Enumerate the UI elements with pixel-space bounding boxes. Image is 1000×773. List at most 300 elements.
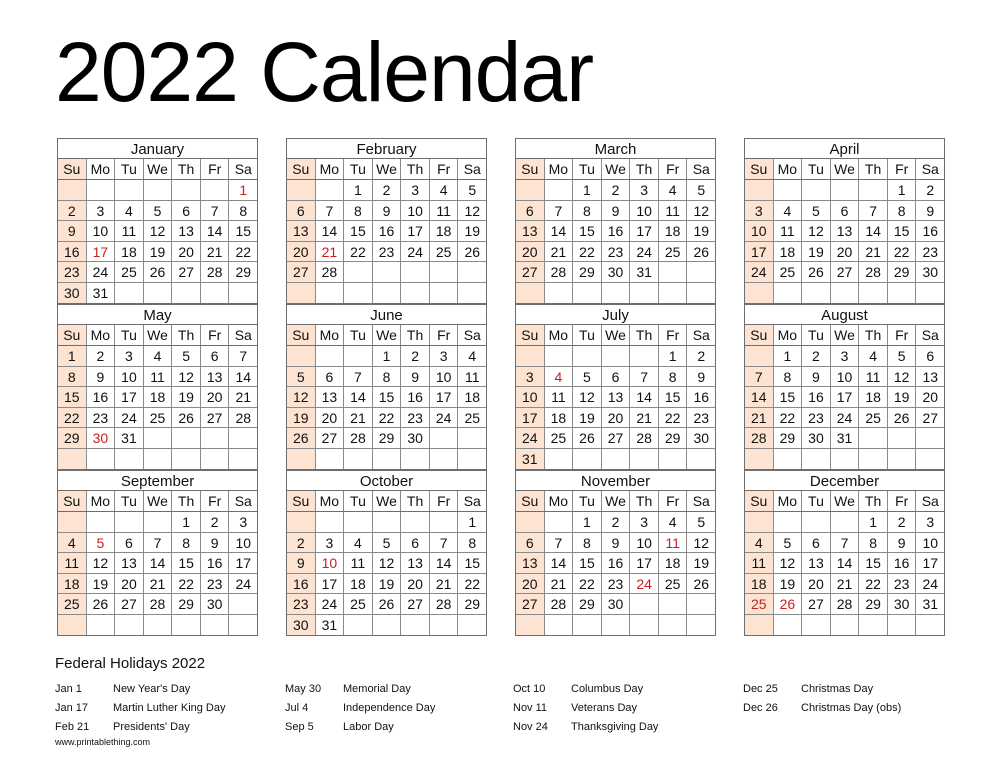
day-cell: 29 — [235, 264, 252, 280]
holiday-row — [513, 680, 658, 699]
day-cell: 5 — [697, 182, 706, 198]
day-cell: 11 — [464, 368, 480, 385]
day-cell: 28 — [630, 428, 659, 448]
day-cell — [630, 283, 659, 304]
day-cell: 25 — [659, 242, 688, 262]
day-cell — [458, 615, 486, 636]
day-cell: 25 — [659, 574, 688, 594]
weekday-label: Sa — [463, 161, 481, 177]
day-cell: 15 — [172, 553, 201, 573]
day-cell — [774, 283, 803, 304]
day-cell: 11 — [659, 533, 688, 553]
week-row — [745, 553, 944, 574]
holiday-name: Labor Day — [343, 721, 394, 733]
day-cell — [401, 615, 430, 636]
day-cell: 8 — [888, 201, 917, 221]
weekday-label: Mo — [774, 325, 803, 345]
day-cell: 10 — [516, 387, 545, 407]
day-cell — [58, 512, 87, 532]
day-cell: 1 — [774, 346, 803, 366]
day-cell: 18 — [58, 574, 87, 594]
day-cell: 2 — [697, 348, 706, 364]
day-cell — [144, 449, 173, 470]
week-row — [287, 201, 486, 222]
weekday-label: Tu — [115, 325, 144, 345]
day-cell: 5 — [888, 346, 917, 366]
day-cell: 10 — [115, 367, 144, 387]
week-row — [745, 387, 944, 408]
week-row — [58, 242, 257, 263]
week-row — [58, 346, 257, 367]
day-cell — [802, 512, 831, 532]
week-row — [287, 428, 486, 449]
day-cell: 15 — [859, 553, 888, 573]
week-row — [745, 201, 944, 222]
weekday-label: Su — [745, 491, 774, 511]
day-cell: 11 — [344, 553, 373, 573]
week-row — [745, 594, 944, 615]
day-cell: 15 — [373, 387, 402, 407]
month-name: February — [287, 139, 486, 159]
day-cell: 17 — [630, 553, 659, 573]
day-cell: 4 — [144, 346, 173, 366]
day-cell: 30 — [87, 428, 116, 448]
day-cell: 3 — [516, 367, 545, 387]
week-row — [287, 262, 486, 283]
weekday-label: Th — [630, 325, 659, 345]
day-cell — [229, 428, 257, 448]
day-cell: 24 — [115, 408, 144, 428]
day-cell: 19 — [87, 574, 116, 594]
weekday-label: Fr — [888, 159, 917, 179]
week-row — [287, 387, 486, 408]
weekday-label: Mo — [545, 491, 574, 511]
day-cell: 16 — [287, 574, 316, 594]
day-cell: 12 — [172, 367, 201, 387]
day-cell: 6 — [172, 201, 201, 221]
week-row — [516, 387, 715, 408]
day-cell: 9 — [58, 221, 87, 241]
day-cell: 16 — [401, 387, 430, 407]
weekday-label: Su — [287, 325, 316, 345]
day-cell: 17 — [430, 387, 459, 407]
day-cell — [458, 449, 486, 470]
weekday-label: Fr — [888, 491, 917, 511]
week-row — [516, 553, 715, 574]
day-cell — [516, 180, 545, 200]
weekday-label: Su — [58, 325, 87, 345]
week-row — [58, 408, 257, 429]
day-cell: 13 — [831, 221, 860, 241]
day-cell — [87, 512, 116, 532]
day-cell: 4 — [859, 346, 888, 366]
week-row — [58, 180, 257, 201]
day-cell — [373, 283, 402, 304]
day-cell: 3 — [630, 512, 659, 532]
weekday-label: Su — [287, 491, 316, 511]
day-cell — [430, 262, 459, 282]
day-cell: 7 — [831, 533, 860, 553]
week-row — [58, 387, 257, 408]
day-cell: 13 — [201, 367, 230, 387]
day-cell: 27 — [602, 428, 631, 448]
week-row — [516, 346, 715, 367]
day-cell: 3 — [630, 180, 659, 200]
weekday-label: Th — [630, 491, 659, 511]
day-cell: 19 — [693, 555, 710, 571]
holiday-date: Nov 24 — [513, 721, 548, 733]
day-cell: 28 — [545, 594, 574, 614]
day-cell: 18 — [774, 242, 803, 262]
day-cell: 24 — [831, 408, 860, 428]
holiday-date: Jan 17 — [55, 702, 89, 714]
weekday-label: We — [831, 491, 860, 511]
day-cell — [774, 512, 803, 532]
day-cell: 22 — [573, 242, 602, 262]
day-cell: 25 — [430, 242, 459, 262]
weekday-label: Sa — [921, 327, 939, 343]
weekday-label: We — [373, 491, 402, 511]
day-cell: 13 — [602, 387, 631, 407]
day-cell: 15 — [774, 387, 803, 407]
week-row — [516, 615, 715, 636]
day-cell: 1 — [172, 512, 201, 532]
month-march — [515, 138, 716, 304]
weekday-label: We — [602, 325, 631, 345]
day-cell: 6 — [316, 367, 345, 387]
day-cell: 16 — [693, 389, 710, 405]
holiday-column — [285, 680, 435, 737]
day-cell: 21 — [235, 389, 252, 405]
day-cell: 3 — [87, 201, 116, 221]
day-cell: 28 — [859, 262, 888, 282]
weekday-header — [58, 491, 257, 512]
day-cell — [545, 283, 574, 304]
day-cell: 13 — [922, 368, 939, 385]
weekday-label: Su — [58, 491, 87, 511]
day-cell: 31 — [115, 428, 144, 448]
weekday-label: Tu — [802, 325, 831, 345]
day-cell: 19 — [144, 242, 173, 262]
day-cell: 11 — [859, 367, 888, 387]
week-row — [745, 180, 944, 201]
day-cell — [687, 594, 715, 614]
day-cell: 12 — [888, 367, 917, 387]
day-cell: 10 — [87, 221, 116, 241]
day-cell: 12 — [287, 387, 316, 407]
weekday-label: We — [602, 491, 631, 511]
weekday-header — [287, 325, 486, 346]
weekday-label: Sa — [234, 327, 252, 343]
day-cell — [687, 262, 715, 282]
week-row — [287, 367, 486, 388]
day-cell: 21 — [201, 242, 230, 262]
holiday-date: Nov 11 — [513, 702, 548, 714]
day-cell — [373, 615, 402, 636]
week-row — [745, 346, 944, 367]
day-cell — [229, 283, 257, 304]
day-cell: 19 — [287, 408, 316, 428]
month-name: January — [58, 139, 257, 159]
day-cell: 27 — [802, 594, 831, 614]
day-cell: 27 — [172, 262, 201, 282]
day-cell: 20 — [401, 574, 430, 594]
day-cell: 29 — [58, 428, 87, 448]
day-cell: 20 — [516, 242, 545, 262]
day-cell: 24 — [430, 408, 459, 428]
day-cell: 2 — [58, 201, 87, 221]
day-cell: 1 — [373, 346, 402, 366]
week-row — [516, 449, 715, 470]
day-cell: 1 — [58, 346, 87, 366]
day-cell — [344, 615, 373, 636]
day-cell: 25 — [464, 409, 481, 426]
day-cell: 7 — [545, 533, 574, 553]
holiday-date: Jan 1 — [55, 683, 82, 695]
day-cell: 1 — [573, 512, 602, 532]
day-cell: 24 — [922, 575, 939, 592]
month-name: May — [58, 305, 257, 325]
week-row — [287, 283, 486, 304]
holiday-name: Veterans Day — [571, 702, 638, 714]
weekday-label: Th — [630, 159, 659, 179]
day-cell: 2 — [401, 346, 430, 366]
week-row — [58, 574, 257, 595]
week-row — [745, 512, 944, 533]
day-cell — [888, 428, 917, 448]
week-row — [745, 428, 944, 449]
day-cell — [430, 615, 459, 636]
day-cell: 15 — [235, 223, 252, 239]
day-cell: 14 — [316, 221, 345, 241]
weekday-label: Fr — [430, 325, 459, 345]
day-cell: 4 — [344, 533, 373, 553]
day-cell: 16 — [87, 387, 116, 407]
weekday-label: Fr — [201, 159, 230, 179]
day-cell: 18 — [144, 387, 173, 407]
weekday-label: We — [144, 159, 173, 179]
day-cell: 6 — [802, 533, 831, 553]
month-september — [57, 470, 258, 636]
day-cell: 11 — [430, 201, 459, 221]
holiday-row — [743, 680, 901, 699]
day-cell: 13 — [287, 221, 316, 241]
day-cell — [516, 615, 545, 636]
day-cell: 10 — [831, 367, 860, 387]
day-cell — [144, 615, 173, 636]
day-cell: 16 — [802, 387, 831, 407]
holiday-row — [55, 718, 226, 737]
week-row — [745, 574, 944, 595]
day-cell: 18 — [659, 553, 688, 573]
day-cell: 17 — [922, 555, 939, 571]
day-cell: 17 — [516, 408, 545, 428]
day-cell — [287, 449, 316, 470]
week-row — [745, 242, 944, 263]
day-cell: 19 — [172, 387, 201, 407]
month-january — [57, 138, 258, 304]
day-cell: 29 — [888, 262, 917, 282]
day-cell — [659, 615, 688, 636]
day-cell — [316, 512, 345, 532]
day-cell: 24 — [401, 242, 430, 262]
weekday-header — [516, 491, 715, 512]
day-cell — [316, 283, 345, 304]
weekday-label: Su — [58, 159, 87, 179]
weekday-label: Tu — [115, 159, 144, 179]
day-cell: 23 — [888, 574, 917, 594]
day-cell: 13 — [802, 553, 831, 573]
day-cell: 27 — [316, 428, 345, 448]
day-cell — [201, 180, 230, 200]
day-cell — [745, 449, 774, 470]
weekday-label: Sa — [463, 327, 481, 343]
day-cell: 24 — [630, 242, 659, 262]
holiday-name: Christmas Day — [801, 683, 874, 695]
day-cell: 9 — [401, 367, 430, 387]
day-cell: 6 — [831, 201, 860, 221]
day-cell: 8 — [573, 201, 602, 221]
weekday-label: Th — [859, 325, 888, 345]
week-row — [516, 512, 715, 533]
day-cell — [831, 449, 860, 470]
weekday-label: Fr — [201, 325, 230, 345]
day-cell — [458, 262, 486, 282]
day-cell: 12 — [802, 221, 831, 241]
week-row — [287, 512, 486, 533]
month-name: August — [745, 305, 944, 325]
day-cell — [201, 428, 230, 448]
weekday-label: Su — [745, 159, 774, 179]
day-cell — [373, 449, 402, 470]
weekday-label: We — [373, 159, 402, 179]
week-row — [745, 408, 944, 429]
day-cell: 8 — [573, 533, 602, 553]
day-cell: 30 — [602, 262, 631, 282]
week-row — [58, 594, 257, 615]
day-cell: 10 — [745, 221, 774, 241]
holiday-row — [285, 699, 435, 718]
day-cell: 1 — [468, 514, 477, 530]
day-cell: 29 — [464, 596, 481, 612]
day-cell: 14 — [630, 387, 659, 407]
weekday-header — [516, 325, 715, 346]
day-cell: 27 — [201, 408, 230, 428]
day-cell: 22 — [464, 575, 481, 592]
day-cell: 18 — [859, 387, 888, 407]
holiday-date: May 30 — [285, 683, 322, 695]
day-cell — [888, 615, 917, 636]
day-cell: 18 — [659, 221, 688, 241]
day-cell: 7 — [239, 348, 248, 364]
weekday-label: Sa — [234, 493, 252, 509]
weekday-header — [58, 159, 257, 180]
day-cell — [859, 283, 888, 304]
day-cell — [115, 449, 144, 470]
day-cell: 17 — [831, 387, 860, 407]
holiday-date: Dec 25 — [743, 683, 778, 695]
day-cell: 3 — [239, 514, 248, 530]
month-december — [744, 470, 945, 636]
weekday-label: Fr — [888, 325, 917, 345]
day-cell: 20 — [172, 242, 201, 262]
week-row — [745, 533, 944, 554]
day-cell: 4 — [468, 348, 477, 364]
day-cell: 5 — [774, 533, 803, 553]
week-row — [745, 367, 944, 388]
day-cell — [745, 615, 774, 636]
day-cell: 30 — [58, 283, 87, 304]
day-cell: 3 — [115, 346, 144, 366]
weekday-label: Tu — [573, 491, 602, 511]
day-cell: 26 — [144, 262, 173, 282]
day-cell: 1 — [859, 512, 888, 532]
weekday-label: Su — [287, 159, 316, 179]
day-cell — [602, 283, 631, 304]
day-cell: 15 — [464, 555, 481, 571]
day-cell — [516, 283, 545, 304]
day-cell — [888, 283, 917, 304]
day-cell: 22 — [373, 408, 402, 428]
weekday-header — [745, 491, 944, 512]
weekday-label: Mo — [774, 159, 803, 179]
day-cell: 27 — [115, 594, 144, 614]
day-cell: 8 — [172, 533, 201, 553]
week-row — [287, 449, 486, 470]
day-cell: 23 — [373, 242, 402, 262]
day-cell: 12 — [573, 387, 602, 407]
day-cell: 11 — [58, 553, 87, 573]
weekday-label: Th — [172, 491, 201, 511]
day-cell — [745, 512, 774, 532]
day-cell: 7 — [859, 201, 888, 221]
day-cell: 12 — [464, 202, 481, 219]
week-row — [516, 367, 715, 388]
day-cell: 29 — [573, 262, 602, 282]
day-cell: 26 — [802, 262, 831, 282]
day-cell: 4 — [58, 533, 87, 553]
day-cell: 23 — [693, 409, 710, 426]
day-cell: 16 — [888, 553, 917, 573]
day-cell — [630, 615, 659, 636]
holiday-row — [513, 699, 658, 718]
weekday-label: Mo — [87, 491, 116, 511]
weekday-label: Sa — [921, 493, 939, 509]
day-cell: 30 — [401, 428, 430, 448]
day-cell: 27 — [401, 594, 430, 614]
weekday-label: Mo — [316, 491, 345, 511]
week-row — [516, 262, 715, 283]
weekday-label: Su — [516, 325, 545, 345]
day-cell: 11 — [144, 367, 173, 387]
day-cell — [802, 180, 831, 200]
weekday-label: We — [144, 325, 173, 345]
day-cell: 28 — [144, 594, 173, 614]
day-cell — [859, 428, 888, 448]
holiday-row — [743, 699, 901, 718]
day-cell: 28 — [201, 262, 230, 282]
day-cell — [687, 449, 715, 470]
day-cell: 30 — [201, 594, 230, 614]
day-cell: 23 — [602, 574, 631, 594]
weekday-label: Fr — [659, 491, 688, 511]
holiday-column — [743, 680, 901, 718]
day-cell: 3 — [316, 533, 345, 553]
day-cell: 8 — [659, 367, 688, 387]
weekday-label: Tu — [344, 491, 373, 511]
day-cell: 17 — [745, 242, 774, 262]
day-cell — [802, 283, 831, 304]
